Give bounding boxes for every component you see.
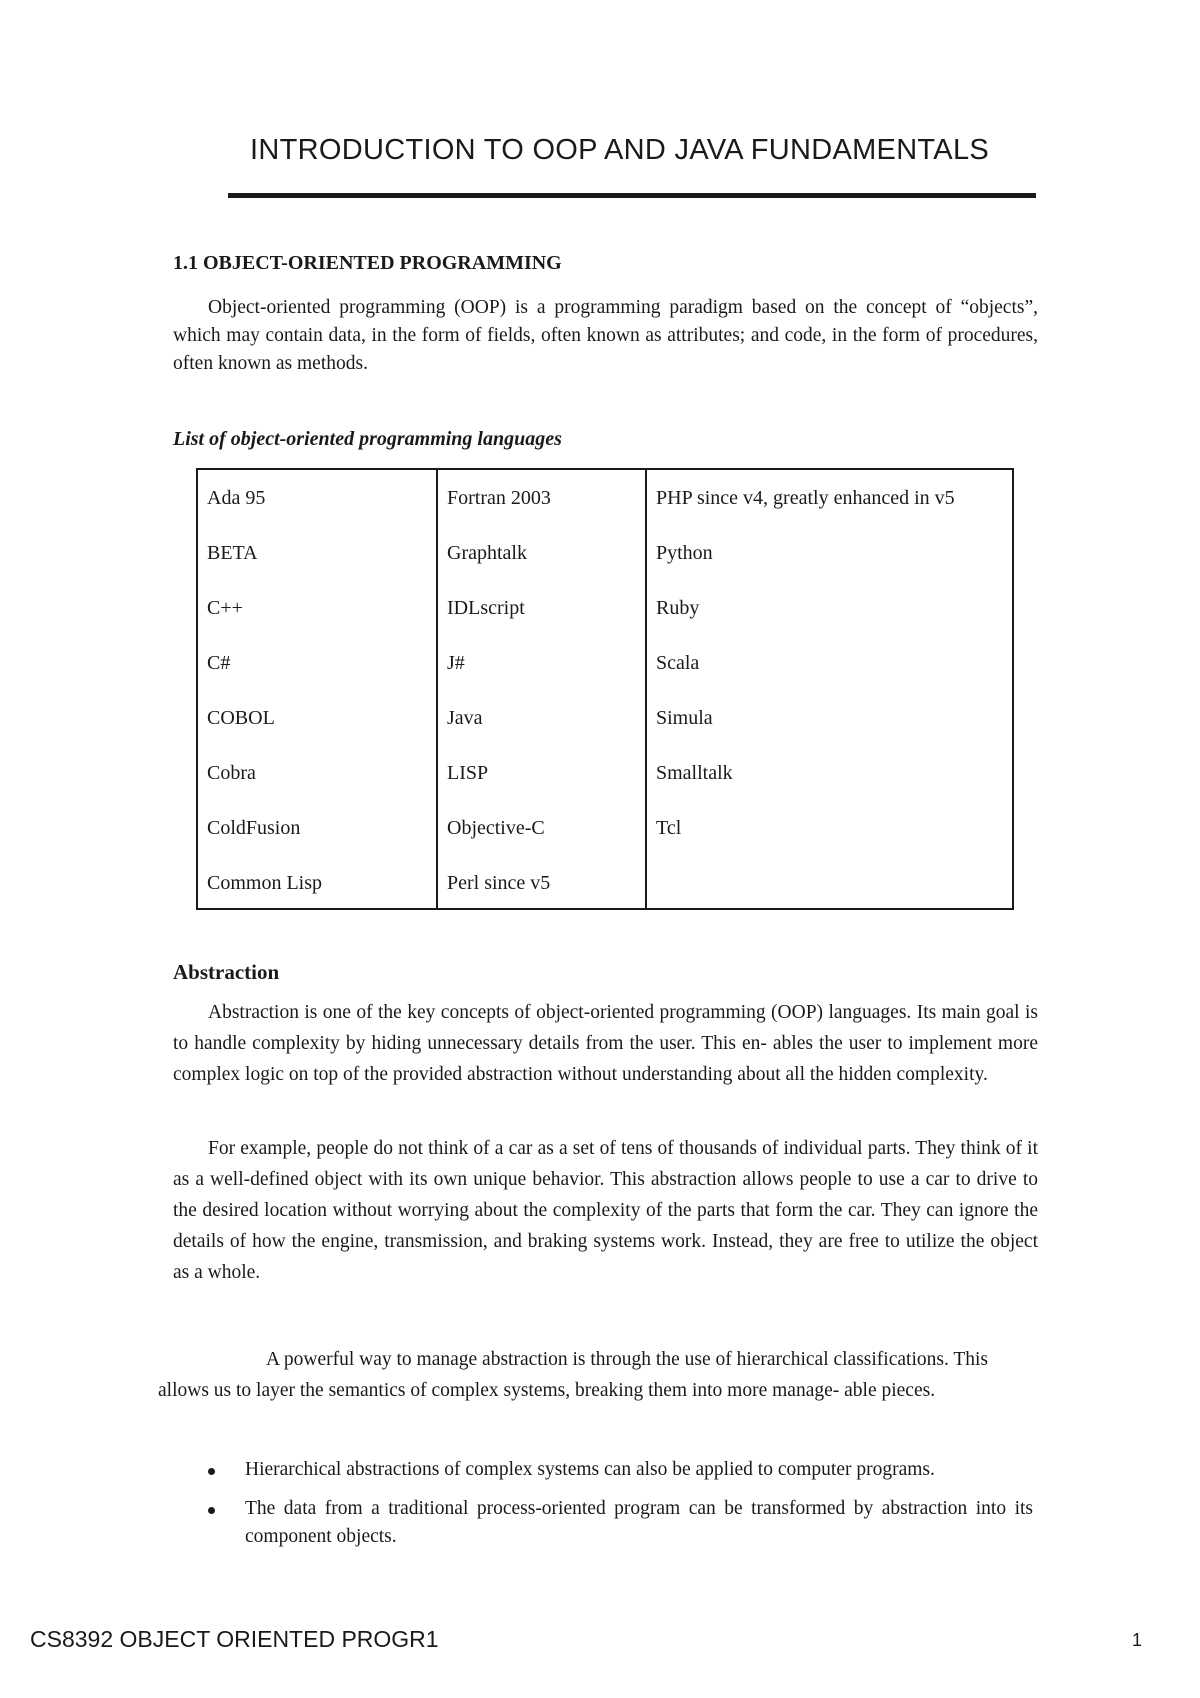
language-cell: Graphtalk [447, 542, 527, 564]
language-cell: BETA [207, 542, 258, 564]
language-cell: Python [656, 542, 713, 564]
language-cell: Tcl [656, 817, 682, 839]
language-cell: ColdFusion [207, 817, 301, 839]
bullet-icon [208, 1507, 215, 1514]
languages-column-3 [647, 470, 1012, 908]
abstraction-paragraph-2: For example, people do not think of a car as a set of tens of thousands of individual parts. They think of it as a well-defined object with its own unique behavior. This abstraction allows people to use a car to drive to the desired location without worrying about the complexity of the parts that form the car. They can ignore the details of how the engine, transmission, and braking systems work. Instead, they are free to utilize the object as a whole. [173, 1138, 1038, 1283]
abstraction-bullet-list [205, 1456, 1033, 1562]
footer-course-label: CS8392 OBJECT ORIENTED PROGR1 [30, 1626, 439, 1652]
language-cell: J# [447, 652, 465, 674]
language-cell: IDLscript [447, 597, 525, 619]
abstraction-paragraph-1: Abstraction is one of the key concepts of object-oriented programming (OOP) languages. Its main goal is to handle complexity by hiding unnecessary details from the user. This en- ables the user to implement more complex logic on top of the provided abstraction without understanding about all the hidden complexity. [173, 1002, 1038, 1085]
page-title: INTRODUCTION TO OOP AND JAVA FUNDAMENTALS [250, 134, 990, 166]
language-cell: Common Lisp [207, 872, 323, 894]
abstraction-heading: Abstraction [173, 960, 280, 984]
language-cell: Ruby [656, 597, 700, 619]
languages-column-2 [438, 470, 647, 908]
table-caption: List of object-oriented programming languages [173, 428, 562, 450]
abstraction-paragraph-3: A powerful way to manage abstraction is through the use of hierarchical classifications. This allows us to layer the semantics of complex systems, breaking them into more manage- able pieces. [158, 1349, 989, 1401]
languages-column-1 [198, 470, 438, 908]
section-heading: 1.1 OBJECT-ORIENTED PROGRAMMING [173, 252, 562, 274]
language-cell: Objective-C [447, 817, 545, 839]
intro-paragraph: Object-oriented programming (OOP) is a programming paradigm based on the concept of “objects”, which may contain data, in the form of fields, often known as attributes; and code, in the form of procedures, often known as methods. [173, 297, 1038, 374]
list-item-text: The data from a traditional process-oriented program can be transformed by abstraction into its component objects. [245, 1498, 1033, 1547]
language-cell: LISP [447, 762, 489, 784]
language-cell: Fortran 2003 [447, 487, 551, 509]
language-cell: Perl since v5 [447, 872, 551, 894]
language-cell: PHP since v4, greatly enhanced in v5 [656, 487, 955, 509]
list-item [205, 1495, 1033, 1551]
list-item-text: Hierarchical abstractions of complex systems can also be applied to computer programs. [245, 1459, 935, 1480]
language-cell: Ada 95 [207, 487, 266, 509]
language-cell [656, 871, 1012, 926]
language-cell: Smalltalk [656, 762, 733, 784]
footer-page-number: 1 [1132, 1630, 1143, 1650]
language-cell: Scala [656, 652, 700, 674]
language-cell: Java [447, 707, 483, 729]
language-cell: Simula [656, 707, 713, 729]
language-cell: C++ [207, 597, 243, 619]
languages-table [196, 468, 1014, 910]
bullet-icon [208, 1468, 215, 1475]
language-cell: C# [207, 652, 231, 674]
title-underline [228, 193, 1036, 198]
language-cell: Cobra [207, 762, 256, 784]
language-cell: COBOL [207, 707, 275, 729]
list-item [205, 1456, 1033, 1484]
